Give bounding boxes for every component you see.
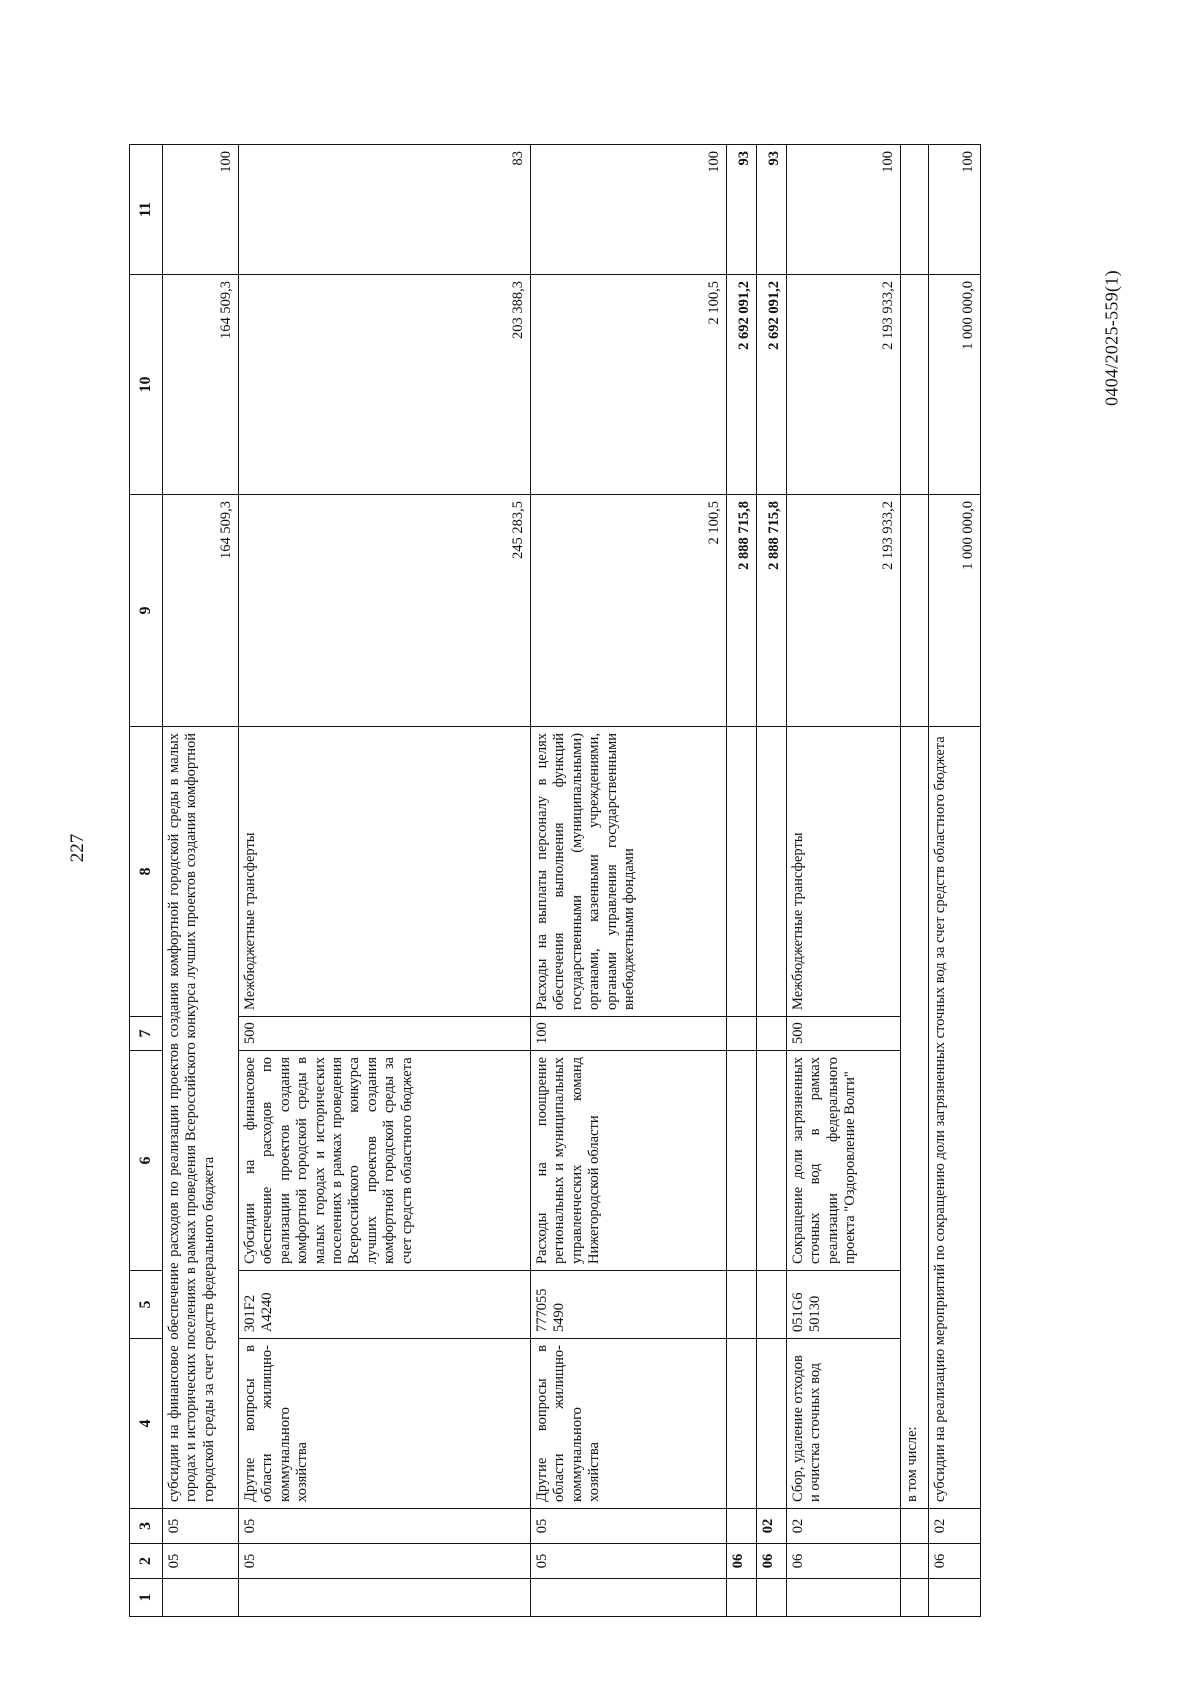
note-text: в том числе: xyxy=(901,727,929,1509)
header-cell: 4 xyxy=(130,1339,163,1509)
rotated-table-container xyxy=(129,145,1029,1617)
cell: 2 888 715,8 xyxy=(757,495,787,727)
cell: 05 xyxy=(531,1509,727,1544)
cell xyxy=(757,727,787,1017)
cell: 06 xyxy=(929,1544,981,1579)
cell: 02 xyxy=(929,1509,981,1544)
cell: 2 100,5 xyxy=(531,495,727,727)
cell: 93 xyxy=(727,145,757,275)
cell: 05 xyxy=(163,1544,239,1579)
cell: 05 xyxy=(239,1544,531,1579)
cell: 051G6 50130 xyxy=(787,1271,901,1339)
cell: Расходы на выплаты персоналу в целях обеспечения выполнения функций государственными (муниципальными) органами, казенными учреждениями, органами управления государственными внебюджетными фондами xyxy=(531,727,727,1017)
cell: 500 xyxy=(787,1017,901,1051)
cell: 100 xyxy=(929,145,981,275)
cell xyxy=(757,1051,787,1271)
cell: Другие вопросы в области жилищно-коммунального хозяйства xyxy=(531,1339,727,1509)
cell: 06 xyxy=(787,1544,901,1579)
header-cell: 8 xyxy=(130,727,163,1017)
header-cell: 6 xyxy=(130,1051,163,1271)
table-row xyxy=(163,145,239,1617)
table-row xyxy=(929,145,981,1617)
cell: 02 xyxy=(757,1509,787,1544)
table-row xyxy=(787,145,901,1617)
cell: 100 xyxy=(787,145,901,275)
cell xyxy=(757,1017,787,1051)
cell: 500 xyxy=(239,1017,531,1051)
cell: 2 692 091,2 xyxy=(757,275,787,495)
cell: 100 xyxy=(531,145,727,275)
cell xyxy=(901,275,929,495)
cell: 06 xyxy=(727,1544,757,1579)
cell: 05 xyxy=(531,1544,727,1579)
cell xyxy=(727,1579,757,1617)
cell xyxy=(727,1271,757,1339)
cell: 245 283,5 xyxy=(239,495,531,727)
cell: 100 xyxy=(163,145,239,275)
cell: Межбюджетные трансферты xyxy=(239,727,531,1017)
cell: 777055 5490 xyxy=(531,1271,727,1339)
cell xyxy=(727,1509,757,1544)
page-number: 227 xyxy=(67,833,88,863)
cell: 06 xyxy=(757,1544,787,1579)
cell: Расходы на поощрение региональных и муниципальных управленческих команд Нижегородской области xyxy=(531,1051,727,1271)
cell xyxy=(901,1509,929,1544)
header-cell: 3 xyxy=(130,1509,163,1544)
total-row xyxy=(727,145,757,1617)
cell: 02 xyxy=(787,1509,901,1544)
total-row xyxy=(757,145,787,1617)
cell: 2 193 933,2 xyxy=(787,495,901,727)
cell xyxy=(163,1579,239,1617)
cell: Межбюджетные трансферты xyxy=(787,727,901,1017)
cell: 164 509,3 xyxy=(163,275,239,495)
cell: Сокращение доли загрязненных сточных вод в рамках реализации федерального проекта "Оздоровление Волги" xyxy=(787,1051,901,1271)
table-row xyxy=(239,145,531,1617)
cell xyxy=(727,1339,757,1509)
header-cell: 10 xyxy=(130,275,163,495)
table-row xyxy=(531,145,727,1617)
cell: Другие вопросы в области жилищно-коммунального хозяйства xyxy=(239,1339,531,1509)
cell: 83 xyxy=(239,145,531,275)
header-cell: 1 xyxy=(130,1579,163,1617)
cell: 93 xyxy=(757,145,787,275)
cell xyxy=(531,1579,727,1617)
cell: 05 xyxy=(163,1509,239,1544)
spanning-description: субсидии на реализацию мероприятий по сокращению доли загрязненных сточных вод за счет средств областного бюджета xyxy=(929,727,981,1509)
cell xyxy=(901,495,929,727)
cell xyxy=(757,1271,787,1339)
cell: 164 509,3 xyxy=(163,495,239,727)
cell xyxy=(757,1579,787,1617)
cell xyxy=(727,1017,757,1051)
cell xyxy=(901,145,929,275)
cell: 301F2 A4240 xyxy=(239,1271,531,1339)
cell: 1 000 000,0 xyxy=(929,495,981,727)
cell: 1 000 000,0 xyxy=(929,275,981,495)
cell xyxy=(787,1579,901,1617)
note-row xyxy=(901,145,929,1617)
cell: 203 388,3 xyxy=(239,275,531,495)
cell: 2 100,5 xyxy=(531,275,727,495)
cell xyxy=(901,1544,929,1579)
header-cell: 9 xyxy=(130,495,163,727)
header-cell: 5 xyxy=(130,1271,163,1339)
cell xyxy=(901,1579,929,1617)
cell: 100 xyxy=(531,1017,727,1051)
document-code: 0404/2025-559(1) xyxy=(1101,270,1122,406)
cell: 05 xyxy=(239,1509,531,1544)
cell: 2 193 933,2 xyxy=(787,275,901,495)
header-cell: 2 xyxy=(130,1544,163,1579)
cell xyxy=(757,1339,787,1509)
cell: Сбор, удаление отходов и очистка сточных вод xyxy=(787,1339,901,1509)
cell xyxy=(929,1579,981,1617)
cell xyxy=(727,1051,757,1271)
header-row xyxy=(130,145,163,1617)
cell: 2 888 715,8 xyxy=(727,495,757,727)
cell: Субсидии на финансовое обеспечение расходов по реализации проектов создания комфортной городской среды в малых городах и исторических поселениях в рамках проведения Всероссийского конкурса лучших проектов создания комфортной городской среды за счет средств областного бюджета xyxy=(239,1051,531,1271)
cell xyxy=(239,1579,531,1617)
spanning-description: субсидии на финансовое обеспечение расходов по реализации проектов создания комфортной городской среды в малых городах и исторических поселениях в рамках проведения Всероссийского конкурса лучших проектов создания комфортной городской среды за счет средств федерального бюджета xyxy=(163,727,239,1509)
cell xyxy=(727,727,757,1017)
header-cell: 7 xyxy=(130,1017,163,1051)
budget-table xyxy=(129,144,981,1617)
header-cell: 11 xyxy=(130,145,163,275)
cell: 2 692 091,2 xyxy=(727,275,757,495)
